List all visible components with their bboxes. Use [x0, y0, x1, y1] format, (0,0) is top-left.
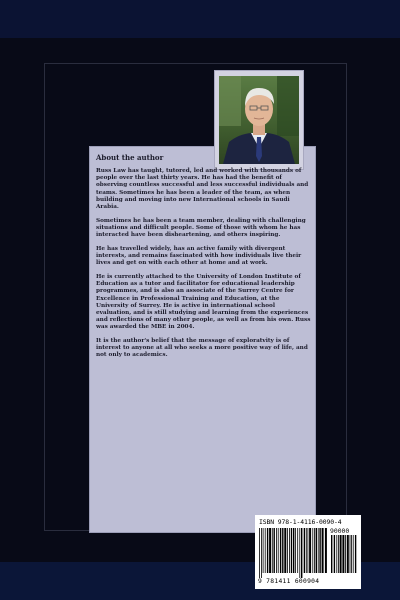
barcode-bar: [340, 535, 342, 573]
barcode-bar: [308, 528, 309, 573]
barcode-bar: [284, 528, 286, 573]
barcode-number: 9 781411 600904: [258, 578, 320, 585]
barcode-bar: [301, 528, 302, 578]
about-heading: About the author: [96, 153, 164, 162]
barcode-bar: [267, 528, 268, 573]
author-bio: [96, 168, 312, 366]
barcode-bar: [316, 528, 317, 573]
barcode-bar: [306, 528, 307, 573]
author-photo: [219, 76, 299, 164]
barcode-bar: [338, 535, 339, 573]
barcode-bar: [291, 528, 292, 573]
isbn-label: ISBN 978-1-4116-0090-4: [259, 518, 342, 526]
barcode-bar: [265, 528, 266, 573]
barcode-bar: [269, 528, 271, 573]
barcode-bar: [263, 528, 264, 573]
barcode-bar: [325, 528, 327, 573]
bio-paragraph-2: Sometimes he has been a team member, dealing with challenging situations and difficult people. Some of those with whom he has interacted have been disheartening, and others inspiring.: [96, 217, 306, 239]
barcode-bar: [318, 528, 319, 573]
barcode-bar: [336, 535, 337, 573]
bio-paragraph-4: He is currently attached to the University of London Institute of Education as a tutor and facilitator for educational leadership programmes, and is also an associate of the Surrey Centre for Excellence in Professional Training and Education, at the University of Surrey. He is active in international school evaluation, and is still studying and learning from the experiences and reflections of many other people, as well as from his own. Russ was awarded the MBE in 2004.: [96, 273, 311, 331]
barcode-bar: [331, 535, 332, 573]
barcode-bar: [353, 535, 354, 573]
barcode-bar: [282, 528, 283, 573]
barcode-bar: [293, 528, 294, 573]
barcode-bar: [280, 528, 281, 573]
barcode-bar: [297, 528, 298, 573]
bio-paragraph-5: It is the author's belief that the message of exploratvity is of interest to anyone at all who seeks a more positive way of life, and not only to academics.: [96, 338, 308, 359]
barcode-bar: [322, 528, 324, 573]
barcode-bar: [299, 528, 300, 578]
barcode-bar: [278, 528, 279, 573]
barcode-bar: [347, 535, 349, 573]
bio-paragraph-1: Russ Law has taught, tutored, led and worked with thousands of people over the last thirty years. He has had the benefit of observing countless successful and less successful individuals and teams. Sometimes he has been a leader of the team, as when building and moving into new International schools in Saudi Arabia.: [96, 168, 309, 211]
barcode-bar: [309, 528, 311, 573]
barcode-bar: [289, 528, 290, 573]
barcode-bar: [334, 535, 335, 573]
author-portrait-icon: [219, 76, 299, 164]
barcode-bar: [350, 535, 351, 573]
barcode-bar: [312, 528, 313, 573]
barcode-bar: [259, 528, 260, 578]
isbn-barcode: [255, 515, 361, 589]
addon-barcode-bars: [331, 535, 358, 578]
barcode-bar: [355, 535, 356, 573]
barcode-bar: [342, 535, 344, 573]
top-color-band: [0, 0, 400, 38]
barcode-bar: [274, 528, 275, 573]
barcode-bar: [295, 528, 296, 573]
barcode-bar: [272, 528, 273, 573]
barcode-bar: [345, 535, 346, 573]
addon-number: 90000: [330, 527, 350, 535]
author-photo-frame: [214, 70, 304, 170]
barcode-bar: [351, 535, 352, 573]
barcode-bar: [287, 528, 288, 573]
barcode-bar: [319, 528, 320, 573]
bio-paragraph-3: He has travelled widely, has an active family with divergent interests, and remains fascinated with how individuals live their lives and get on with each other at home and at work.: [96, 245, 302, 267]
barcode-bar: [304, 528, 305, 573]
barcode-bar: [261, 528, 262, 578]
barcode-bar: [276, 528, 277, 573]
ean-barcode-bars: [259, 528, 329, 578]
barcode-bar: [314, 528, 315, 573]
